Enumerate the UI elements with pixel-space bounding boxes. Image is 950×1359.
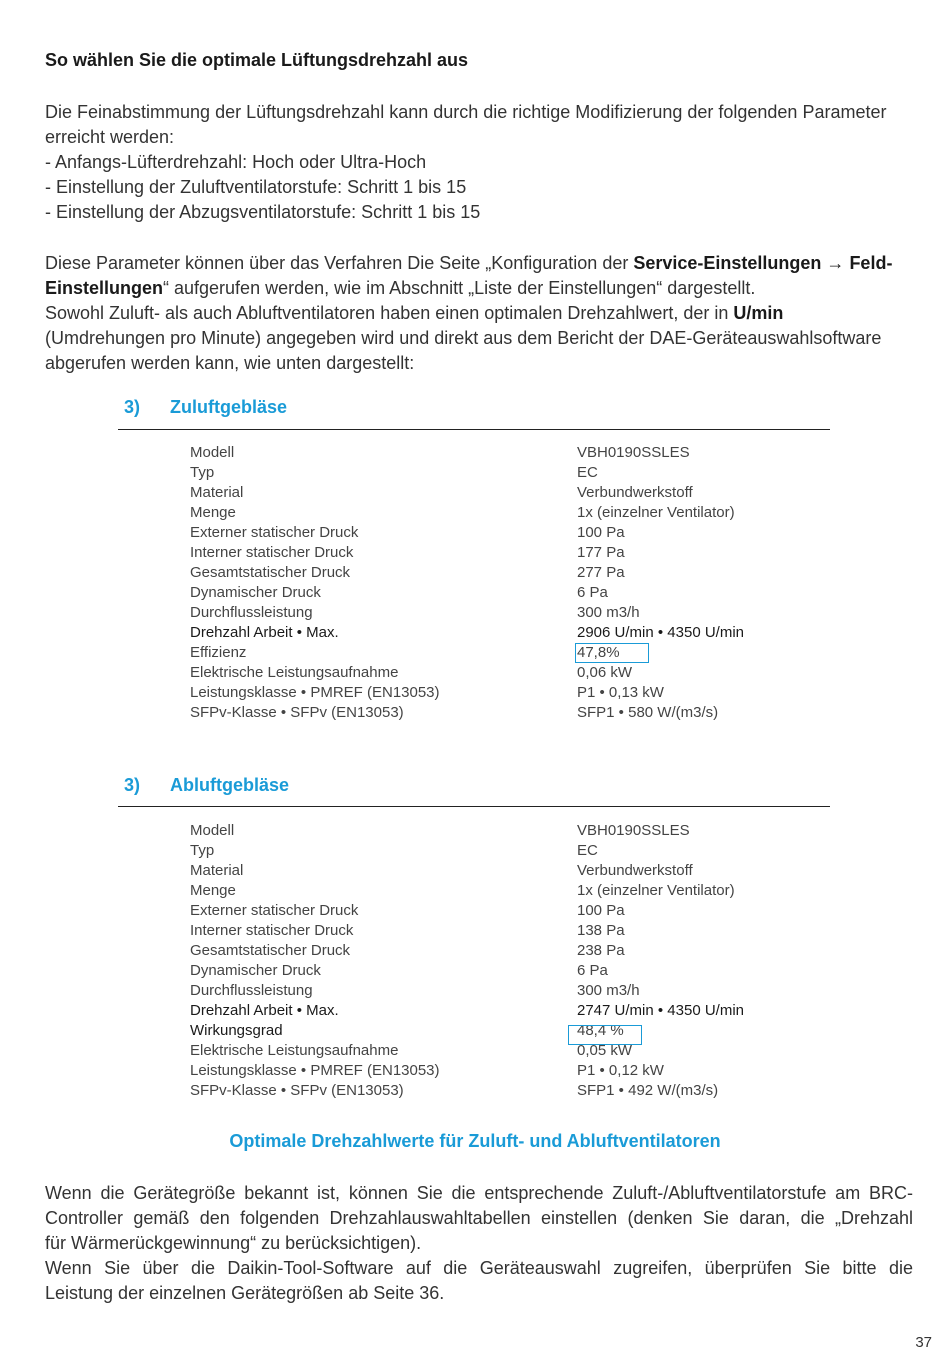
spec-value: 0,06 kW xyxy=(577,664,633,681)
spec-label: Dynamischer Druck xyxy=(190,962,321,979)
supply-fan-spec-table xyxy=(190,443,830,723)
closing-paragraph xyxy=(45,1181,913,1306)
spec-row xyxy=(190,623,830,643)
spec-row xyxy=(190,703,830,723)
exhaust-efficiency-highlight xyxy=(568,1025,642,1045)
bullet-item: - Anfangs-Lüfterdrehzahl: Hoch oder Ultra-Hoch xyxy=(45,152,427,172)
section-number: 3) xyxy=(124,775,141,795)
spec-row xyxy=(190,921,830,941)
parameters-paragraph xyxy=(45,251,915,376)
service-settings-term: Service-Einstellungen xyxy=(633,253,822,273)
spec-label: SFPv-Klasse • SFPv (EN13053) xyxy=(190,704,404,721)
spec-row xyxy=(190,583,830,603)
arrow-right-icon: → xyxy=(826,253,845,273)
spec-label: Elektrische Leistungsaufnahme xyxy=(190,664,399,681)
spec-row xyxy=(190,861,830,881)
spec-value: 300 m3/h xyxy=(577,982,640,999)
spec-value: 2906 U/min • 4350 U/min xyxy=(577,624,744,641)
text-line: Controller gemäß den folgenden Drehzahlauswahltabellen einstellen (denken Sie daran, die „Drehzahl xyxy=(45,1208,913,1228)
spec-row xyxy=(190,523,830,543)
text-line: Leistung der einzelnen Gerätegrößen ab Seite 36. xyxy=(45,1283,445,1303)
spec-label: Material xyxy=(190,484,244,501)
spec-row xyxy=(190,981,830,1001)
section-caption: Optimale Drehzahlwerte für Zuluft- und Abluftventilatoren xyxy=(229,1131,721,1151)
exhaust-fan-rule xyxy=(118,806,830,807)
spec-label: Drehzahl Arbeit • Max. xyxy=(190,624,339,641)
text-line: Sowohl Zuluft- als auch Abluftventilatoren haben einen optimalen Drehzahlwert, der in U/min xyxy=(45,303,784,323)
bullet-item: - Einstellung der Abzugsventilatorstufe: Schritt 1 bis 15 xyxy=(45,202,481,222)
text-line: Einstellungen“ aufgerufen werden, wie im Abschnitt „Liste der Einstellungen“ dargestellt. xyxy=(45,278,756,298)
spec-value: 177 Pa xyxy=(577,544,625,561)
spec-row xyxy=(190,1001,830,1021)
spec-row xyxy=(190,1081,830,1101)
spec-value: 277 Pa xyxy=(577,564,625,581)
spec-row xyxy=(190,881,830,901)
exhaust-fan-spec-table xyxy=(190,821,830,1101)
spec-value: P1 • 0,12 kW xyxy=(577,1062,664,1079)
spec-value: 2747 U/min • 4350 U/min xyxy=(577,1002,744,1019)
spec-label: Leistungsklasse • PMREF (EN13053) xyxy=(190,684,440,701)
spec-value: VBH0190SSLES xyxy=(577,444,690,461)
spec-value: 100 Pa xyxy=(577,524,625,541)
spec-label: Wirkungsgrad xyxy=(190,1022,283,1039)
spec-label: Externer statischer Druck xyxy=(190,902,359,919)
spec-row xyxy=(190,941,830,961)
spec-row xyxy=(190,563,830,583)
spec-value: VBH0190SSLES xyxy=(577,822,690,839)
spec-row xyxy=(190,821,830,841)
spec-row xyxy=(190,1061,830,1081)
spec-label: Effizienz xyxy=(190,644,247,661)
spec-label: Typ xyxy=(190,464,215,481)
spec-label: Durchflussleistung xyxy=(190,982,313,999)
page-number: 37 xyxy=(915,1334,932,1351)
spec-label: Typ xyxy=(190,842,215,859)
spec-label: Menge xyxy=(190,882,236,899)
spec-value: P1 • 0,13 kW xyxy=(577,684,664,701)
spec-label: Leistungsklasse • PMREF (EN13053) xyxy=(190,1062,440,1079)
spec-value: 1x (einzelner Ventilator) xyxy=(577,504,735,521)
text-line: abgerufen werden kann, wie unten dargestellt: xyxy=(45,353,415,373)
spec-value: 6 Pa xyxy=(577,962,608,979)
spec-value: 0,05 kW xyxy=(577,1042,633,1059)
spec-row xyxy=(190,683,830,703)
spec-row xyxy=(190,443,830,463)
spec-row xyxy=(190,663,830,683)
rpm-unit-term: U/min xyxy=(733,303,784,323)
spec-label: Interner statischer Druck xyxy=(190,922,354,939)
spec-row xyxy=(190,1021,830,1041)
intro-paragraph xyxy=(45,100,915,225)
supply-fan-title: 3) Zuluftgebläse xyxy=(124,397,288,417)
intro-line: erreicht werden: xyxy=(45,127,175,147)
text-line: für Wärmerückgewinnung“ zu berücksichtigen). xyxy=(45,1233,422,1253)
spec-label: Material xyxy=(190,862,244,879)
spec-label: Dynamischer Druck xyxy=(190,584,321,601)
spec-label: Modell xyxy=(190,822,235,839)
spec-value: Verbundwerkstoff xyxy=(577,484,693,501)
spec-row xyxy=(190,961,830,981)
spec-value: EC xyxy=(577,464,598,481)
spec-row xyxy=(190,643,830,663)
intro-line: Die Feinabstimmung der Lüftungsdrehzahl kann durch die richtige Modifizierung der folgenden Parameter xyxy=(45,102,887,122)
supply-efficiency-highlight xyxy=(575,643,649,663)
spec-label: Drehzahl Arbeit • Max. xyxy=(190,1002,339,1019)
spec-row xyxy=(190,543,830,563)
spec-value: 48,4 % xyxy=(577,1022,624,1039)
section-number: 3) xyxy=(124,397,141,417)
spec-label: Gesamtstatischer Druck xyxy=(190,564,351,581)
spec-value: 238 Pa xyxy=(577,942,625,959)
spec-row xyxy=(190,503,830,523)
page-heading: So wählen Sie die optimale Lüftungsdrehzahl aus xyxy=(45,50,469,70)
spec-row xyxy=(190,841,830,861)
supply-fan-rule xyxy=(118,429,830,430)
spec-row xyxy=(190,1041,830,1061)
spec-value: 138 Pa xyxy=(577,922,625,939)
spec-value: 300 m3/h xyxy=(577,604,640,621)
bullet-item: - Einstellung der Zuluftventilatorstufe: Schritt 1 bis 15 xyxy=(45,177,467,197)
text-line: Wenn die Gerätegröße bekannt ist, können Sie die entsprechende Zuluft-/Abluftventilatorstufe am BRC- xyxy=(45,1183,913,1203)
spec-label: Gesamtstatischer Druck xyxy=(190,942,351,959)
text-line: Wenn Sie über die Daikin-Tool-Software auf die Geräteauswahl zugreifen, überprüfen Sie bitte die xyxy=(45,1258,913,1278)
spec-value: SFP1 • 492 W/(m3/s) xyxy=(577,1082,719,1099)
spec-label: Modell xyxy=(190,444,235,461)
exhaust-fan-title: 3) Abluftgebläse xyxy=(124,775,290,795)
spec-label: SFPv-Klasse • SFPv (EN13053) xyxy=(190,1082,404,1099)
spec-value: 47,8% xyxy=(577,644,620,661)
spec-label: Durchflussleistung xyxy=(190,604,313,621)
spec-row xyxy=(190,603,830,623)
text-line: (Umdrehungen pro Minute) angegeben wird und direkt aus dem Bericht der DAE-Geräteauswahlsoftware xyxy=(45,328,882,348)
spec-value: 1x (einzelner Ventilator) xyxy=(577,882,735,899)
spec-value: 6 Pa xyxy=(577,584,608,601)
spec-row xyxy=(190,901,830,921)
spec-value: SFP1 • 580 W/(m3/s) xyxy=(577,704,719,721)
spec-label: Menge xyxy=(190,504,236,521)
spec-value: Verbundwerkstoff xyxy=(577,862,693,879)
spec-label: Externer statischer Druck xyxy=(190,524,359,541)
spec-value: EC xyxy=(577,842,598,859)
spec-value: 100 Pa xyxy=(577,902,625,919)
spec-row xyxy=(190,463,830,483)
spec-row xyxy=(190,483,830,503)
spec-label: Elektrische Leistungsaufnahme xyxy=(190,1042,399,1059)
spec-label: Interner statischer Druck xyxy=(190,544,354,561)
text-line: Diese Parameter können über das Verfahren Die Seite „Konfiguration der Service-Einstellungen → Feld- xyxy=(45,253,893,273)
